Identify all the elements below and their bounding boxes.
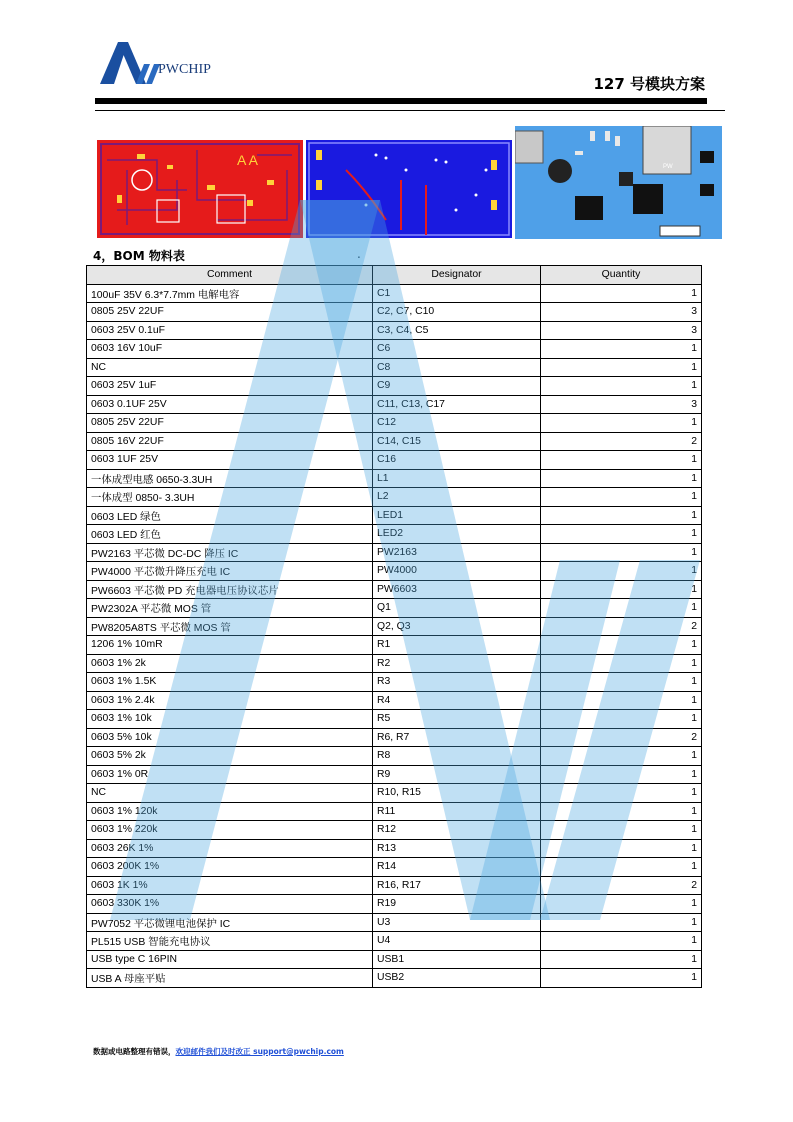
cell-quantity: 1 [541, 691, 702, 710]
cell-comment: 一体成型 0850- 3.3UH [87, 488, 373, 507]
table-row [87, 599, 702, 618]
cell-designator: R12 [373, 821, 541, 840]
cell-designator: L2 [373, 488, 541, 507]
table-row [87, 358, 702, 377]
cell-quantity: 1 [541, 562, 702, 581]
cell-comment: 0603 16V 10uF [87, 340, 373, 359]
table-row [87, 562, 702, 581]
cell-designator: C11, C13, C17 [373, 395, 541, 414]
cell-designator: U4 [373, 932, 541, 951]
cell-comment: 0603 1K 1% [87, 876, 373, 895]
cell-designator: R11 [373, 802, 541, 821]
table-row [87, 432, 702, 451]
column-header-quantity: Quantity [541, 266, 702, 285]
table-row [87, 377, 702, 396]
cell-comment: USB A 母座平贴 [87, 969, 373, 988]
cell-comment: USB type C 16PIN [87, 950, 373, 969]
table-row [87, 340, 702, 359]
cell-designator: R16, R17 [373, 876, 541, 895]
column-header-comment: Comment [87, 266, 373, 285]
footer-note [93, 1046, 344, 1057]
cell-designator: C6 [373, 340, 541, 359]
cell-quantity: 1 [541, 839, 702, 858]
cell-comment: 0603 1% 2.4k [87, 691, 373, 710]
cell-quantity: 1 [541, 950, 702, 969]
cell-designator: C1 [373, 284, 541, 303]
cell-quantity: 1 [541, 802, 702, 821]
cell-comment: 0805 16V 22UF [87, 432, 373, 451]
header-rule [95, 98, 707, 104]
table-row [87, 969, 702, 988]
cell-designator: C3, C4, C5 [373, 321, 541, 340]
cell-quantity: 1 [541, 488, 702, 507]
table-row [87, 932, 702, 951]
cell-designator: R13 [373, 839, 541, 858]
cell-comment: 0603 200K 1% [87, 858, 373, 877]
pcb-bottom-layer-image [306, 140, 512, 238]
section-dot: . [357, 247, 361, 261]
cell-quantity: 1 [541, 284, 702, 303]
table-row [87, 580, 702, 599]
cell-designator: LED1 [373, 506, 541, 525]
table-row [87, 414, 702, 433]
cell-comment: 0603 25V 1uF [87, 377, 373, 396]
cell-quantity: 1 [541, 580, 702, 599]
cell-designator: R10, R15 [373, 784, 541, 803]
cell-comment: 0603 0.1UF 25V [87, 395, 373, 414]
cell-designator: R19 [373, 895, 541, 914]
cell-quantity: 1 [541, 469, 702, 488]
cell-designator: C14, C15 [373, 432, 541, 451]
cell-quantity: 1 [541, 821, 702, 840]
table-row [87, 321, 702, 340]
table-row [87, 895, 702, 914]
cell-designator: R3 [373, 673, 541, 692]
pcb-top-layer-image [97, 140, 303, 238]
cell-comment: 0603 5% 10k [87, 728, 373, 747]
cell-comment: 0805 25V 22UF [87, 414, 373, 433]
cell-comment: PW7052 平芯微锂电池保护 IC [87, 913, 373, 932]
cell-comment: 0603 1% 2k [87, 654, 373, 673]
cell-comment: 0603 25V 0.1uF [87, 321, 373, 340]
cell-quantity: 1 [541, 377, 702, 396]
cell-quantity: 1 [541, 932, 702, 951]
column-header-designator: Designator [373, 266, 541, 285]
table-row [87, 710, 702, 729]
table-row [87, 654, 702, 673]
cell-designator: PW6603 [373, 580, 541, 599]
cell-comment: PW6603 平芯微 PD 充电器电压协议芯片 [87, 580, 373, 599]
footer-email-link[interactable]: 欢迎邮件我们及时改正 support@pwchip.com [175, 1047, 344, 1056]
cell-quantity: 3 [541, 303, 702, 322]
svg-text:PW: PW [663, 164, 673, 170]
table-row [87, 876, 702, 895]
table-row [87, 488, 702, 507]
cell-quantity: 1 [541, 636, 702, 655]
cell-comment: 0603 1% 120k [87, 802, 373, 821]
cell-designator: USB2 [373, 969, 541, 988]
cell-comment: NC [87, 784, 373, 803]
cell-comment: 0603 26K 1% [87, 839, 373, 858]
table-header-row [87, 266, 702, 285]
cell-designator: R8 [373, 747, 541, 766]
svg-text:A A: A A [237, 152, 259, 168]
table-row [87, 303, 702, 322]
cell-designator: U3 [373, 913, 541, 932]
cell-designator: R9 [373, 765, 541, 784]
cell-designator: USB1 [373, 950, 541, 969]
pcb-3d-render-image [515, 126, 722, 239]
table-row [87, 284, 702, 303]
table-row [87, 617, 702, 636]
cell-comment: 0603 1% 10k [87, 710, 373, 729]
cell-designator: Q1 [373, 599, 541, 618]
cell-quantity: 1 [541, 543, 702, 562]
cell-quantity: 1 [541, 747, 702, 766]
cell-comment: PL515 USB 智能充电协议 [87, 932, 373, 951]
table-row [87, 784, 702, 803]
table-row [87, 691, 702, 710]
cell-quantity: 1 [541, 913, 702, 932]
section-title: 4，BOM 物料表 [93, 249, 185, 263]
cell-comment: 0603 330K 1% [87, 895, 373, 914]
cell-quantity: 1 [541, 710, 702, 729]
cell-comment: PW2163 平芯微 DC-DC 降压 IC [87, 543, 373, 562]
table-row [87, 395, 702, 414]
cell-comment: 100uF 35V 6.3*7.7mm 电解电容 [87, 284, 373, 303]
cell-designator: R1 [373, 636, 541, 655]
cell-comment: PW4000 平芯微升降压充电 IC [87, 562, 373, 581]
table-row [87, 950, 702, 969]
cell-designator: R5 [373, 710, 541, 729]
cell-designator: C16 [373, 451, 541, 470]
cell-comment: 0603 5% 2k [87, 747, 373, 766]
table-row [87, 802, 702, 821]
cell-quantity: 3 [541, 321, 702, 340]
table-row [87, 858, 702, 877]
cell-comment: 0603 LED 绿色 [87, 506, 373, 525]
table-row [87, 673, 702, 692]
table-row [87, 765, 702, 784]
cell-quantity: 2 [541, 728, 702, 747]
cell-quantity: 3 [541, 395, 702, 414]
cell-quantity: 1 [541, 414, 702, 433]
cell-designator: PW2163 [373, 543, 541, 562]
cell-designator: C2, C7, C10 [373, 303, 541, 322]
cell-comment: 1206 1% 10mR [87, 636, 373, 655]
cell-quantity: 1 [541, 673, 702, 692]
cell-designator: C8 [373, 358, 541, 377]
cell-comment: 0603 1% 0R [87, 765, 373, 784]
table-row [87, 839, 702, 858]
cell-comment: 0603 LED 红色 [87, 525, 373, 544]
table-row [87, 543, 702, 562]
header-rule-thin [95, 110, 725, 111]
cell-comment: 0603 1UF 25V [87, 451, 373, 470]
cell-quantity: 1 [541, 654, 702, 673]
cell-designator: Q2, Q3 [373, 617, 541, 636]
cell-quantity: 1 [541, 765, 702, 784]
cell-quantity: 1 [541, 895, 702, 914]
cell-quantity: 1 [541, 784, 702, 803]
cell-designator: C12 [373, 414, 541, 433]
table-row [87, 469, 702, 488]
cell-designator: PW4000 [373, 562, 541, 581]
bom-table [86, 265, 702, 988]
cell-designator: C9 [373, 377, 541, 396]
cell-designator: L1 [373, 469, 541, 488]
cell-quantity: 1 [541, 506, 702, 525]
cell-designator: R2 [373, 654, 541, 673]
cell-quantity: 2 [541, 432, 702, 451]
cell-comment: PW2302A 平芯微 MOS 管 [87, 599, 373, 618]
table-row [87, 728, 702, 747]
cell-quantity: 1 [541, 969, 702, 988]
cell-designator: LED2 [373, 525, 541, 544]
cell-quantity: 1 [541, 451, 702, 470]
page-title: 127 号模块方案 [593, 75, 705, 93]
cell-comment: NC [87, 358, 373, 377]
cell-comment: 0603 1% 220k [87, 821, 373, 840]
table-row [87, 747, 702, 766]
cell-comment: 0603 1% 1.5K [87, 673, 373, 692]
cell-quantity: 1 [541, 340, 702, 359]
table-row [87, 525, 702, 544]
cell-designator: R14 [373, 858, 541, 877]
cell-comment: PW8205A8TS 平芯微 MOS 管 [87, 617, 373, 636]
table-row [87, 506, 702, 525]
footer-text: 数据或电路整理有错误， [93, 1047, 176, 1056]
cell-quantity: 1 [541, 858, 702, 877]
table-row [87, 913, 702, 932]
cell-quantity: 2 [541, 617, 702, 636]
cell-quantity: 1 [541, 358, 702, 377]
cell-designator: R4 [373, 691, 541, 710]
cell-quantity: 1 [541, 525, 702, 544]
table-row [87, 636, 702, 655]
cell-comment: 0805 25V 22UF [87, 303, 373, 322]
table-row [87, 451, 702, 470]
cell-quantity: 1 [541, 599, 702, 618]
table-row [87, 821, 702, 840]
cell-designator: R6, R7 [373, 728, 541, 747]
brand-name: PWCHIP [158, 62, 211, 77]
cell-quantity: 2 [541, 876, 702, 895]
cell-comment: 一体成型电感 0650-3.3UH [87, 469, 373, 488]
